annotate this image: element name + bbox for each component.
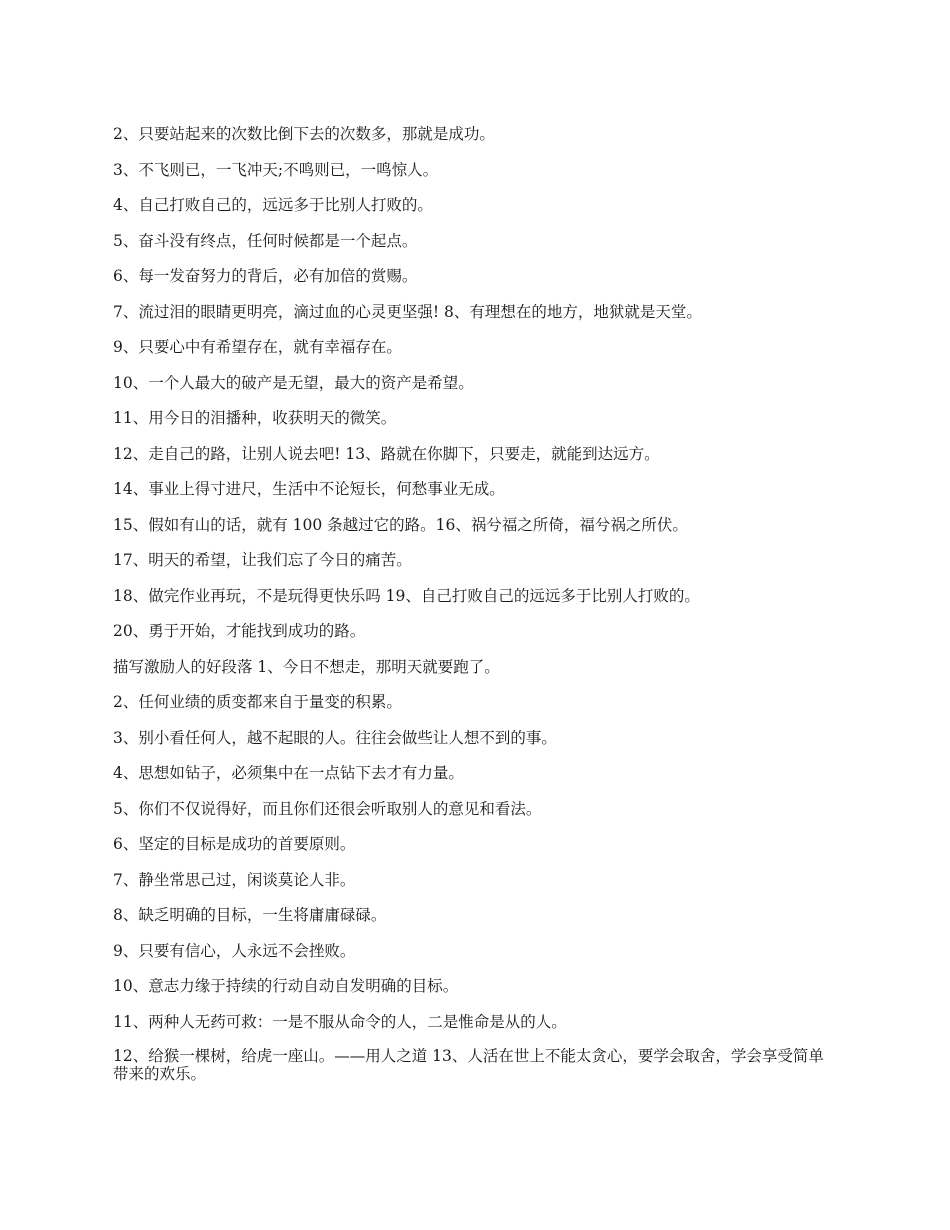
text-line-wrapped: 12、给猴一棵树，给虎一座山。——用人之道 13、人活在世上不能太贪心，要学会取舍，学会享受简单带来的欢乐。 [113, 1047, 824, 1083]
text-line: 11、用今日的泪播种，收获明天的微笑。 [113, 409, 397, 427]
document-body [113, 124, 838, 1099]
text-line: 4、思想如钻子，必须集中在一点钻下去才有力量。 [113, 764, 464, 782]
text-line: 3、别小看任何人，越不起眼的人。往往会做些让人想不到的事。 [113, 728, 557, 747]
text-line: 4、自己打败自己的，远远多于比别人打败的。 [113, 196, 433, 214]
text-line: 8、缺乏明确的目标，一生将庸庸碌碌。 [113, 906, 387, 924]
text-line: 18、做完作业再玩，不是玩得更快乐吗 19、自己打败自己的远远多于比别人打败的。 [113, 586, 700, 605]
text-line: 12、走自己的路，让别人说去吧! 13、路就在你脚下，只要走，就能到达远方。 [113, 444, 660, 463]
text-line: 5、奋斗没有终点，任何时候都是一个起点。 [113, 231, 418, 250]
text-line: 7、静坐常思己过，闲谈莫论人非。 [113, 870, 356, 889]
text-line: 5、你们不仅说得好，而且你们还很会听取别人的意见和看法。 [113, 799, 542, 818]
text-line: 2、只要站起来的次数比倒下去的次数多，那就是成功。 [113, 125, 495, 143]
text-line: 10、一个人最大的破产是无望，最大的资产是希望。 [113, 373, 474, 392]
text-line: 9、只要心中有希望存在，就有幸福存在。 [113, 338, 402, 356]
text-line: 9、只要有信心，人永远不会挫败。 [113, 941, 356, 960]
text-line: 14、事业上得寸进尺，生活中不论短长，何愁事业无成。 [113, 480, 505, 498]
text-line: 11、两种人无药可救：一是不服从命令的人，二是惟命是从的人。 [113, 1012, 567, 1031]
text-line: 20、勇于开始，才能找到成功的路。 [113, 622, 366, 640]
text-line: 6、每一发奋努力的背后，必有加倍的赏赐。 [113, 267, 418, 285]
text-line: 7、流过泪的眼睛更明亮，滴过血的心灵更坚强! 8、有理想在的地方，地狱就是天堂。 [113, 302, 702, 321]
text-line: 6、坚定的目标是成功的首要原则。 [113, 835, 356, 853]
text-line: 15、假如有山的话，就有 100 条越过它的路。16、祸兮福之所倚，福兮祸之所伏。 [113, 515, 688, 534]
text-line: 17、明天的希望，让我们忘了今日的痛苦。 [113, 551, 412, 569]
text-line: 3、不飞则已，一飞冲天;不鸣则已，一鸣惊人。 [113, 160, 439, 179]
text-line: 2、任何业绩的质变都来自于量变的积累。 [113, 693, 402, 711]
section-heading-line: 描写激励人的好段落 1、今日不想走，那明天就要跑了。 [113, 657, 500, 676]
text-line: 10、意志力缘于持续的行动自动自发明确的目标。 [113, 977, 459, 995]
